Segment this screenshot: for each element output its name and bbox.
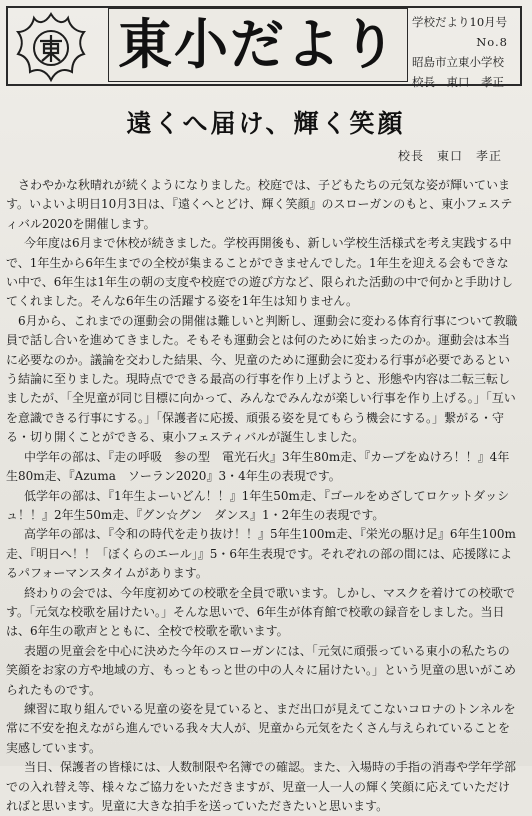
issue-info [412, 12, 524, 92]
paragraph: 今年度は6月まで休校が続きました。学校再開後も、新しい学校生活様式を考え実践する中で、1年生から6年生までの全校が集まることができませんでした。1年生を迎える会もできない中で、6年生は1年生の朝の支度や校庭での遊び方など、限られた活動の中で何かと手助けしてくれました。そんな6年生の活躍する姿を1年生は知りません。 [6, 236, 514, 309]
article-body [6, 176, 518, 816]
paragraph: 当日、保護者の皆様には、人数制限や名簿での確認。また、入場時の手指の消毒や学年学部での入れ替え等、様々なご協力をいただきますが、児童一人一人の輝く笑顔に応えていただければと思います。児童に大きな拍手を送っていただきたいと思います。 [6, 760, 517, 813]
article-title: 遠くへ届け、輝く笑顔 [126, 109, 406, 138]
newsletter-title-box [108, 8, 408, 82]
issue-line: 学校だより10月号 [412, 15, 508, 29]
paragraph: 練習に取り組んでいる児童の姿を見ていると、まだ出口が見えてこないコロナのトンネルを常に不安を抱えながら進んでいる我々大人が、児童から元気をたくさん与えられていることを実感しています。 [6, 701, 516, 755]
issue-number: No.8 [476, 35, 508, 49]
article-byline: 校長 東口 孝正 [397, 149, 502, 163]
school-emblem-icon [14, 10, 88, 84]
paragraph: 低学年の部は、『1年生よーいどん！！』1年生50m走、『ゴールをめざしてロケットダッシュ！！』2年生50m走、『グン☆グン ダンス』1・2年生の表現です。 [6, 488, 510, 522]
school-name: 昭島市立東小学校 [412, 55, 504, 69]
principal-name: 校長 東口 孝正 [412, 75, 504, 89]
paragraph: 表題の児童会を中心に決めた今年のスローガンには、「元気に頑張っている東小の私たちの笑顔をお家の方や地域の方、もっともっと世の中の人々に届けたい。」という児童の思いがこめられたものです。 [6, 643, 517, 697]
paragraph: 高学年の部は、『令和の時代を走り抜け！！』5年生100m走、『栄光の駆け足』6年生100m走、『明日へ！！「ぼくらのエール」』5・6年生表現です。それぞれの部の間には、応援隊によるパフォーマンスタイムがあります。 [6, 527, 516, 581]
paragraph: さわやかな秋晴れが続くようになりました。校庭では、子どもたちの元気な姿が輝いています。いよいよ明日10月3日は、『遠くへとどけ、輝く笑顔』のスローガンのもと、東小フェスティバル2020を開催します。 [6, 178, 513, 231]
paragraph: 終わりの会では、今年度初めての校歌を全員で歌います。しかし、マスクを着けての校歌です。「元気な校歌を届けたい。」そんな思いで、6年生が体育館で校歌の録音をしました。当日は、6年生の歌声とともに、全校で校歌を歌います。 [6, 585, 516, 639]
newsletter-title: 東小だより [118, 13, 398, 76]
paragraph: 6月から、これまでの運動会の開催は難しいと判断し、運動会に変わる体育行事について教職員で話し合いを進めてきました。そもそも運動会とは何のために始まったのか。運動会は本当に必要なのか。議論を交わした結果、今、児童のために運動会に変わる行事が必要であるという結論に至りました。現時点でできる最高の行事を作り上げようと、形態や内容は二転三転しましたが、「全児童が同じ目標に向かって、みんなでみんなが楽しい行事を作り上げる。」「互いを意識できる行事にする。」「保護者に応援、頑張る姿を見てもらう機会にする。」繋がる・守る・切り開くことができる、東小フェスティバルが誕生しました。 [6, 313, 518, 445]
paragraph: 中学年の部は、『走の呼吸 参の型 電光石火』3年生80m走、『カーブをぬけろ！！』4年生80m走、『Azuma ソーラン2020』3・4年生の表現です。 [6, 449, 510, 484]
